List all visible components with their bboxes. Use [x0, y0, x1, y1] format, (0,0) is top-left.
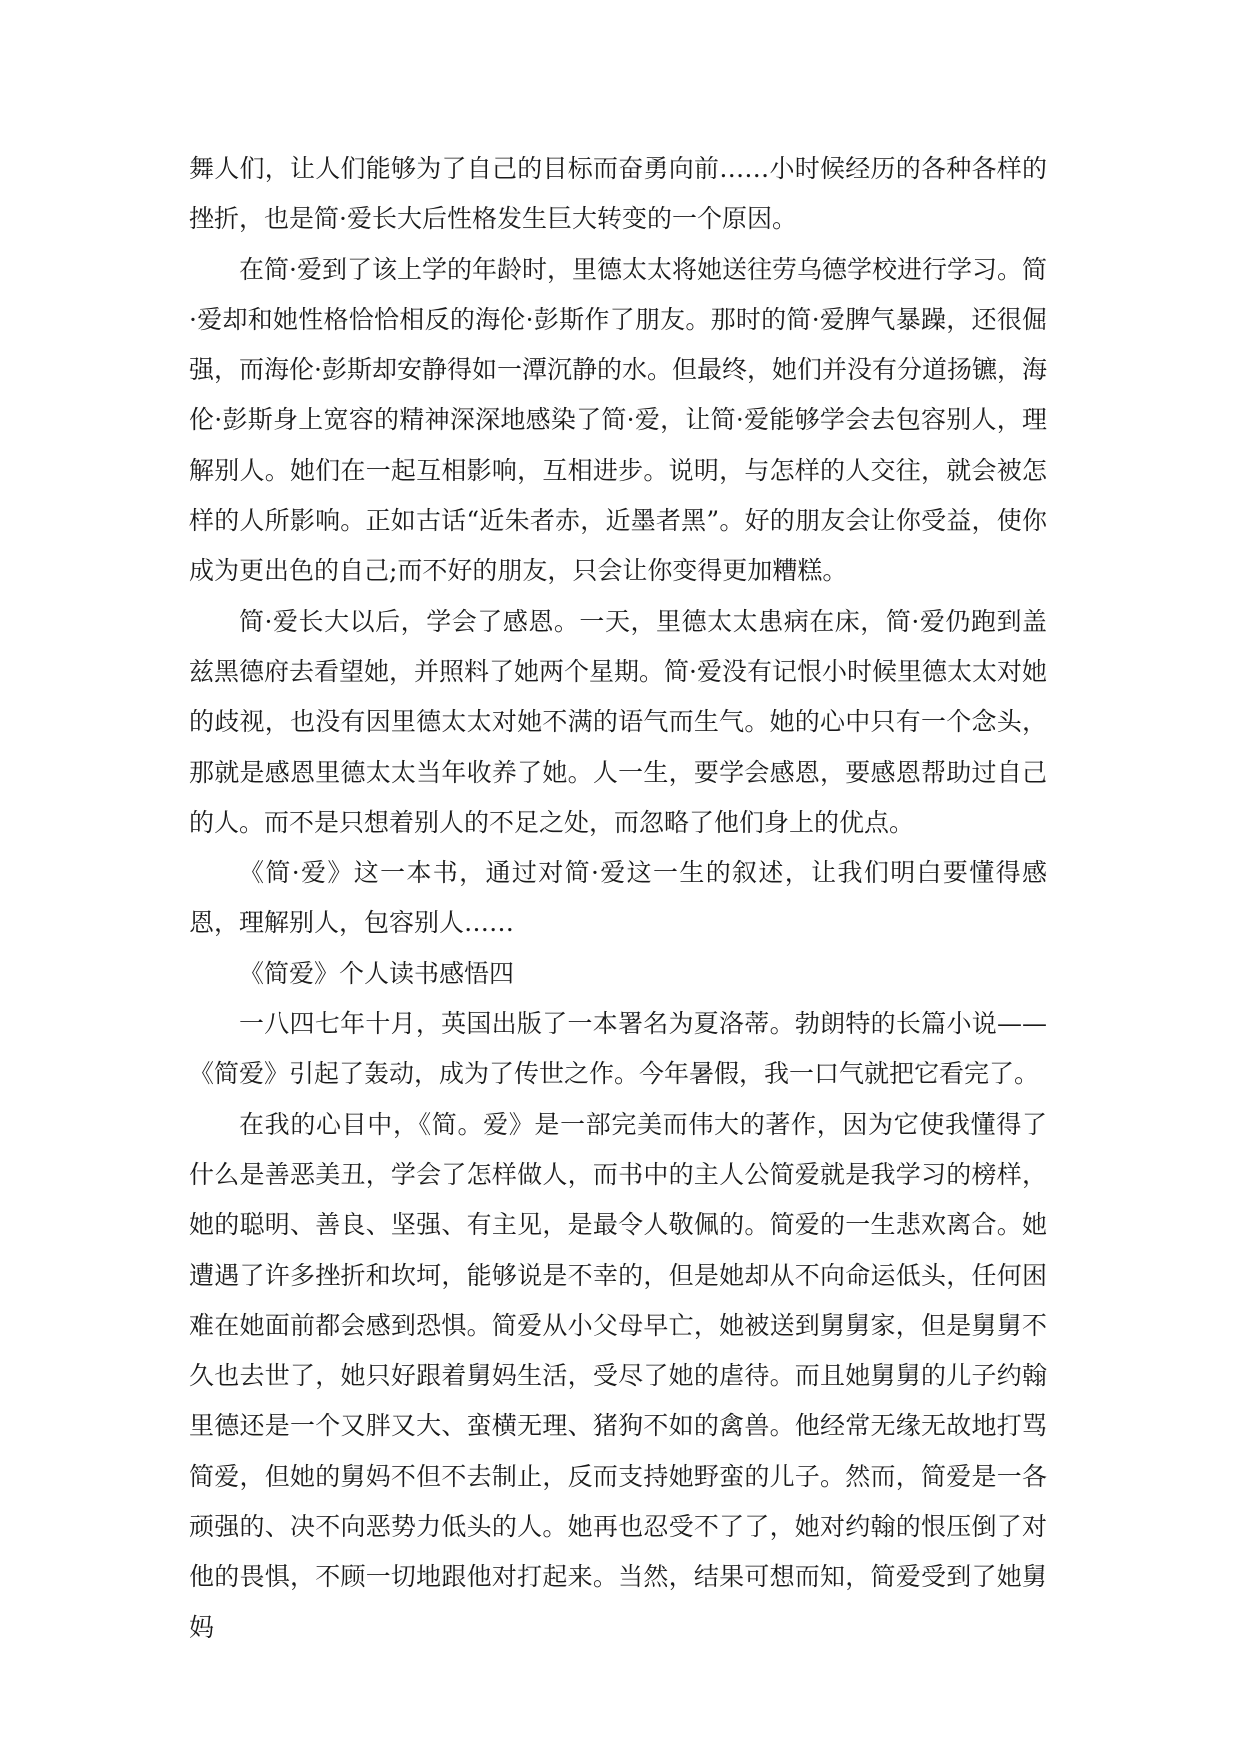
section-heading: 《简爱》个人读书感悟四 — [239, 958, 515, 988]
paragraph-publication: 一八四七年十月，英国出版了一本署名为夏洛蒂。勃朗特的长篇小说——《简爱》引起了轰动，成为了传世之作。今年暑假，我一口气就把它看完了。 — [189, 1009, 1047, 1089]
paragraph-school: 在简·爱到了该上学的年龄时，里德太太将她送往劳乌德学校进行学习。简·爱却和她性格恰恰相反的海伦·彭斯作了朋友。那时的简·爱脾气暴躁，还很倔强，而海伦·彭斯却安静得如一潭沉静的水。但最终，她们并没有分道扬镳，海伦·彭斯身上宽容的精神深深地感染了简·爱，让简·爱能够学会去包容别人，理解别人。她们在一起互相影响，互相进步。说明，与怎样的人交往，就会被怎样的人所影响。正如古话“近朱者赤，近墨者黑”。好的朋友会让你受益，使你成为更出色的自己;而不好的朋友，只会让你变得更加糟糕。 — [189, 254, 1047, 586]
paragraph-continued: 舞人们，让人们能够为了自己的目标而奋勇向前……小时候经历的各种各样的挫折，也是简·爱长大后性格发生巨大转变的一个原因。 — [189, 154, 1047, 234]
paragraph-gratitude: 简·爱长大以后，学会了感恩。一天，里德太太患病在床，简·爱仍跑到盖兹黑德府去看望她，并照料了她两个星期。简·爱没有记恨小时候里德太太对她的歧视，也没有因里德太太对她不满的语气而生气。她的心中只有一个念头，那就是感恩里德太太当年收养了她。人一生，要学会感恩，要感恩帮助过自己的人。而不是只想着别人的不足之处，而忽略了他们身上的优点。 — [189, 606, 1047, 837]
paragraph-conclusion: 《简·爱》这一本书，通过对简·爱这一生的叙述，让我们明白要懂得感恩，理解别人，包容别人…… — [189, 858, 1047, 938]
paragraph-review: 在我的心目中，《简。爱》是一部完美而伟大的著作，因为它使我懂得了什么是善恶美丑，学会了怎样做人，而书中的主人公简爱就是我学习的榜样，她的聪明、善良、坚强、有主见，是最令人敬佩的。简爱的一生悲欢离合。她遭遇了许多挫折和坎坷，能够说是不幸的，但是她却从不向命运低头，任何困难在她面前都会感到恐惧。简爱从小父母早亡，她被送到舅舅家，但是舅舅不久也去世了，她只好跟着舅妈生活，受尽了她的虐待。而且她舅舅的儿子约翰里德还是一个又胖又大、蛮横无理、猪狗不如的禽兽。他经常无缘无故地打骂简爱，但她的舅妈不但不去制止，反而支持她野蛮的儿子。然而，简爱是一各顽强的、决不向恶势力低头的人。她再也忍受不了了，她对约翰的恨压倒了对他的畏惧，不顾一切地跟他对打起来。当然，结果可想而知，简爱受到了她舅妈 — [189, 1109, 1047, 1642]
document-page — [189, 144, 1047, 1653]
